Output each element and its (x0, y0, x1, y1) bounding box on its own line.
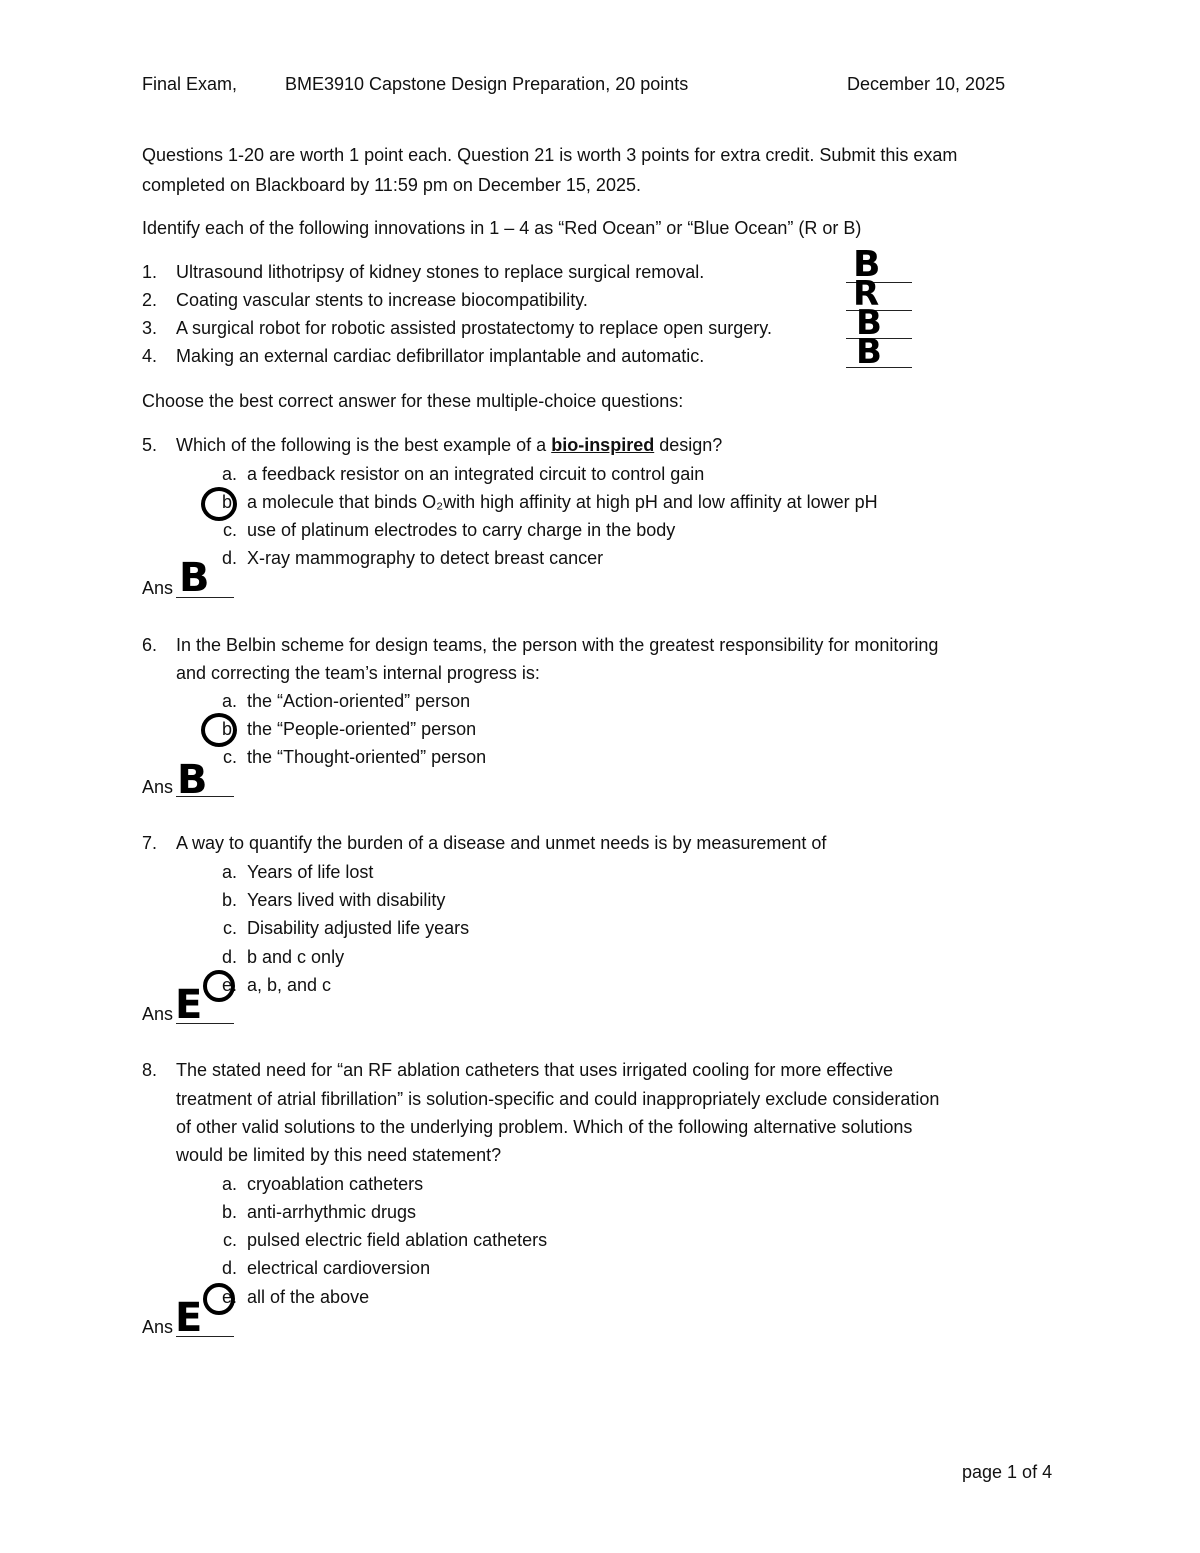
option-text[interactable]: a molecule that binds O₂with high affinity at high pH and low affinity at lower pH (247, 492, 878, 512)
option-text[interactable]: the “Thought-oriented” person (247, 747, 487, 767)
option-text[interactable]: use of platinum electrodes to carry charge in the body (247, 520, 676, 540)
selected-answer-circle (203, 1283, 235, 1315)
question-number: 8. (142, 1060, 158, 1080)
question-text: The stated need for “an RF ablation catheters that uses irrigated cooling for more effective (176, 1060, 894, 1080)
option-letter: e. (221, 1287, 237, 1307)
handwritten-answer: B (179, 555, 210, 601)
emphasized-term: bio-inspired (551, 435, 655, 455)
option-text[interactable]: electrical cardioversion (247, 1258, 431, 1278)
question-text: A way to quantify the burden of a disease and unmet needs is by measurement of (176, 833, 827, 853)
option-text[interactable]: Disability adjusted life years (247, 918, 470, 938)
option-text[interactable]: cryoablation catheters (247, 1174, 424, 1194)
header-course: BME3910 Capstone Design Preparation, 20 points (285, 74, 689, 94)
option-text[interactable]: anti-arrhythmic drugs (247, 1202, 417, 1222)
section2-prompt: Choose the best correct answer for these multiple-choice questions: (142, 391, 684, 411)
question-text: would be limited by this need statement? (176, 1145, 502, 1165)
question-number: 7. (142, 833, 158, 853)
answer-label: Ans (142, 578, 174, 598)
handwritten-answer: E (175, 1295, 203, 1341)
option-letter: c. (222, 747, 237, 767)
instructions-line1: Questions 1-20 are worth 1 point each. Question 21 is worth 3 points for extra credit. Submit this exam (142, 145, 958, 165)
option-letter: d. (221, 548, 237, 568)
option-text[interactable]: Years of life lost (247, 862, 374, 882)
handwritten-answer: B (856, 332, 882, 372)
item-number: 2. (142, 290, 158, 310)
question-text: and correcting the team’s internal progress is: (176, 663, 540, 683)
option-letter: d. (221, 1258, 237, 1278)
option-letter: a. (221, 1174, 237, 1194)
option-letter: a. (221, 691, 237, 711)
item-text: Ultrasound lithotripsy of kidney stones to replace surgical removal. (176, 262, 705, 282)
option-text[interactable]: X-ray mammography to detect breast cancer (247, 548, 604, 568)
question-text (176, 434, 722, 456)
question-text-part: design? (654, 435, 723, 455)
option-letter: e. (221, 975, 237, 995)
selected-answer-circle (203, 970, 235, 1002)
item-text: Coating vascular stents to increase biocompatibility. (176, 290, 588, 310)
option-text[interactable]: b and c only (247, 947, 345, 967)
selected-answer-circle (201, 713, 237, 747)
answer-label: Ans (142, 1317, 174, 1337)
option-text[interactable]: all of the above (247, 1287, 370, 1307)
handwritten-answer: B (853, 244, 881, 285)
item-number: 3. (142, 318, 158, 338)
question-text-part: Which of the following is the best example of a (176, 435, 552, 455)
handwritten-answer: B (856, 303, 882, 343)
answer-label: Ans (142, 777, 174, 797)
instructions-line2: completed on Blackboard by 11:59 pm on December 15, 2025. (142, 175, 641, 195)
answer-label: Ans (142, 1004, 174, 1024)
item-text: Making an external cardiac defibrillator implantable and automatic. (176, 346, 705, 366)
selected-answer-circle (201, 487, 237, 521)
item-number: 1. (142, 262, 158, 282)
option-letter: b. (221, 492, 237, 512)
section1-prompt: Identify each of the following innovations in 1 – 4 as “Red Ocean” or “Blue Ocean” (R or B) (142, 218, 862, 238)
option-letter: a. (221, 464, 237, 484)
item-number: 4. (142, 346, 158, 366)
option-letter: b. (221, 1202, 237, 1222)
question-number: 6. (142, 635, 158, 655)
question-text: treatment of atrial fibrillation” is solution-specific and could inappropriately exclude consideration (176, 1089, 940, 1109)
option-text[interactable]: pulsed electric field ablation catheters (247, 1230, 548, 1250)
option-letter: c. (222, 1230, 237, 1250)
option-text[interactable]: a feedback resistor on an integrated circuit to control gain (247, 464, 705, 484)
page-number: page 1 of 4 (962, 1462, 1053, 1482)
option-letter: b. (221, 719, 237, 739)
question-text: In the Belbin scheme for design teams, the person with the greatest responsibility for monitoring (176, 635, 939, 655)
option-letter: c. (222, 520, 237, 540)
option-text[interactable]: the “People-oriented” person (247, 719, 477, 739)
handwritten-answer: E (175, 982, 203, 1028)
option-letter: b. (221, 890, 237, 910)
question-number: 5. (142, 435, 158, 455)
header-date: December 10, 2025 (847, 74, 1006, 94)
option-text[interactable]: a, b, and c (247, 975, 332, 995)
option-text[interactable]: the “Action-oriented” person (247, 691, 471, 711)
question-text: of other valid solutions to the underlying problem. Which of the following alternative solutions (176, 1117, 913, 1137)
option-letter: a. (221, 862, 237, 882)
item-text: A surgical robot for robotic assisted prostatectomy to replace open surgery. (176, 318, 772, 338)
handwritten-answer: R (853, 274, 880, 314)
handwritten-answer: B (177, 757, 208, 803)
header-exam: Final Exam, (142, 74, 238, 94)
option-letter: c. (222, 918, 237, 938)
option-letter: d. (221, 947, 237, 967)
option-text[interactable]: Years lived with disability (247, 890, 446, 910)
